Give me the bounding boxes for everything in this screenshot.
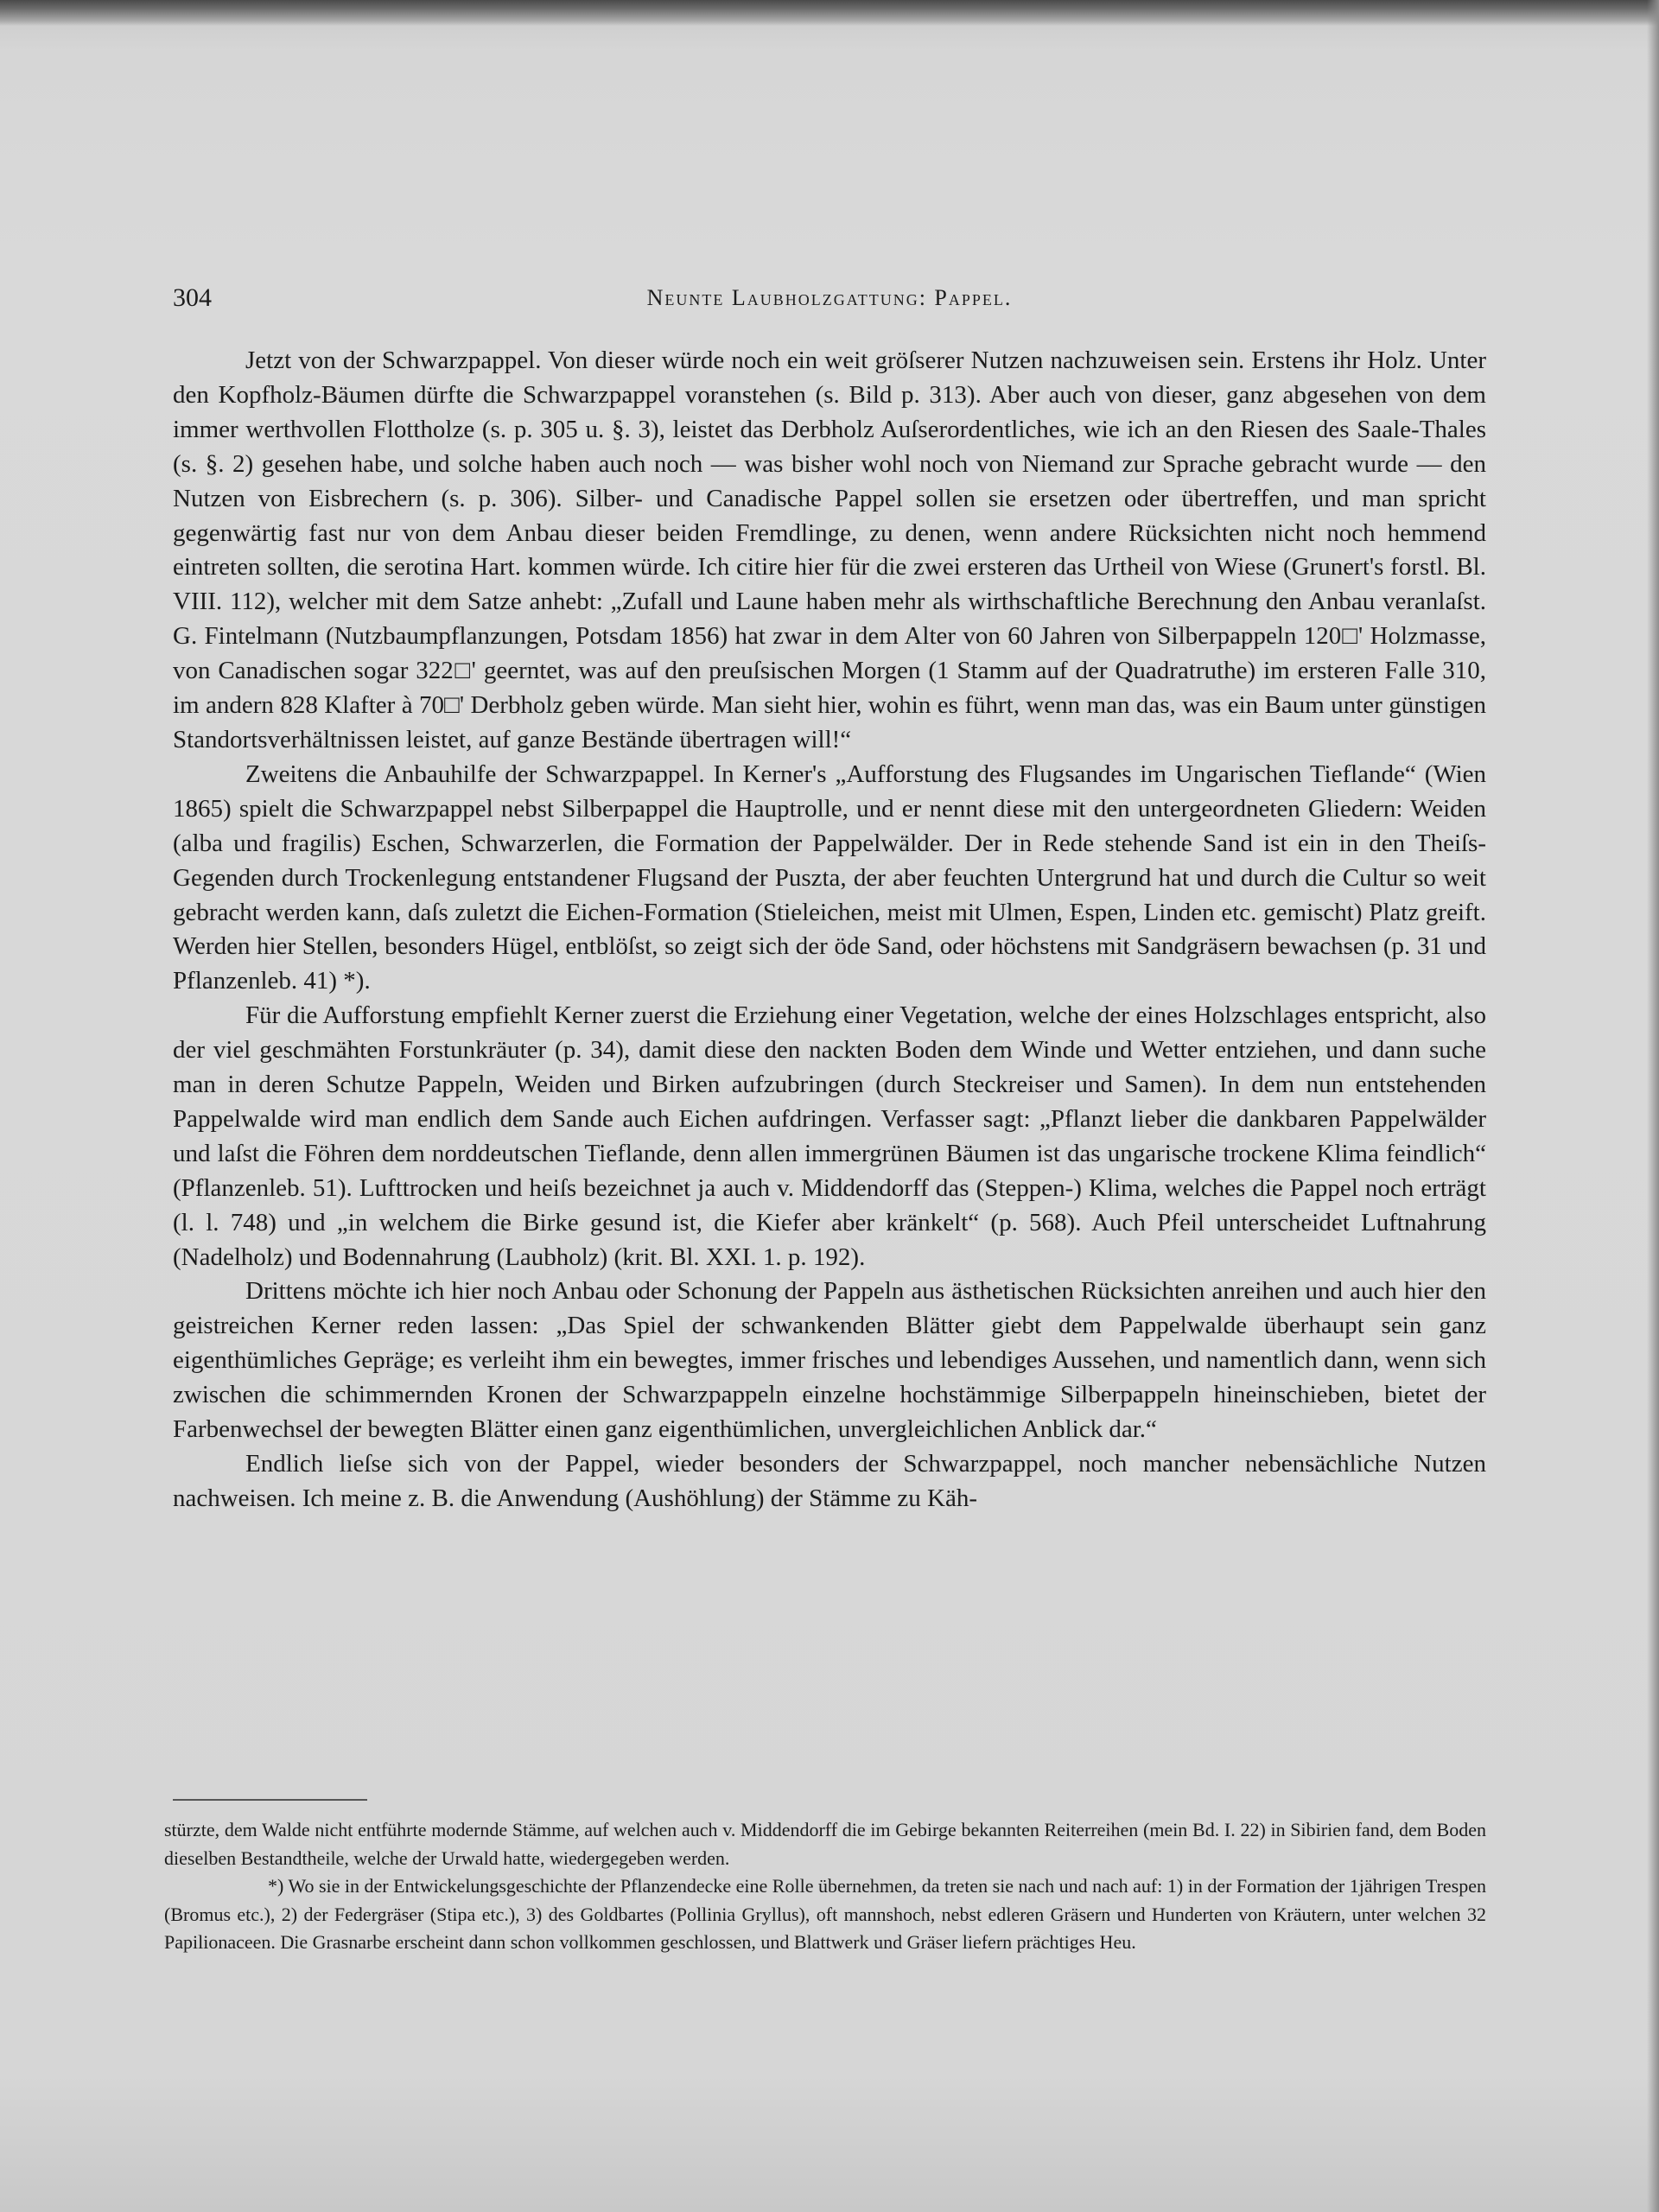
paragraph-anbauhilfe: Zweitens die Anbauhilfe der Schwarzpappel. In Kerner's „Aufforstung des Flugsandes im Ungarischen Tieflande“ (Wien 1865) spielt die Schwarzpappel nebst Silberpappel die Hauptrolle, und er nennt diese mit den untergeordneten Gliedern: Weiden (alba und fragilis) Eschen, Schwarzerlen, die Formation der Pappelwälder. Der in Rede stehende Sand ist ein in den Theiſs-Gegenden durch Trockenlegung entstandener Flugsand der Puszta, der aber feuchten Untergrund hat und durch die Cultur so weit gebracht werden kann, daſs zuletzt die Eichen-Formation (Stieleichen, meist mit Ulmen, Espen, Linden etc. gemischt) Platz greift. Werden hier Stellen, besonders Hügel, entblöſst, so zeigt sich der öde Sand, oder höchstens mit Sandgräsern bewachsen (p. 31 und Pflanzenleb. 41) *). <box>173 760 1486 995</box>
paragraph-aesthetik: Drittens möchte ich hier noch Anbau oder Schonung der Pappeln aus ästhetischen Rücksichten anreihen und auch hier den geistreichen Kerner reden lassen: „Das Spiel der schwankenden Blätter giebt dem Pappelwalde überhaupt sein ganz eigenthümliches Gepräge; es verleiht ihm ein bewegtes, immer frisches und lebendiges Aussehen, und namentlich dann, wenn sich zwischen die schimmernden Kronen der Schwarzpappeln einzelne hochstämmige Silberpappeln hineinschieben, bietet der Farbenwechsel der bewegten Blätter einen ganz eigenthümlichen, unvergleichlichen Anblick dar.“ <box>173 1277 1486 1444</box>
running-title: Neunte Laubholzgattung: Pappel. <box>646 285 1013 310</box>
paragraph-schwarzpappel-nutzen: Jetzt von der Schwarzpappel. Von dieser würde noch ein weit gröſserer Nutzen nachzuweisen sein. Erstens ihr Holz. Unter den Kopfholz-Bäumen dürfte die Schwarzpappel voranstehen (s. Bild p. 313). Aber auch von dieser, ganz abgesehen von dem immer werthvollen Flottholze (s. p. 305 u. §. 3), leistet das Derbholz Auſserordentliches, wie ich an den Riesen des Saale-Thales (s. §. 2) gesehen habe, und solche haben auch noch — was bisher wohl noch von Niemand zur Sprache gebracht wurde — den Nutzen von Eisbrechern (s. p. 306). Silber- und Canadische Pappel sollen sie ersetzen oder übertreffen, und man spricht gegenwärtig fast nur von dem Anbau dieser beiden Fremdlinge, zu denen, wenn andere Rücksichten nicht noch hemmend eintreten sollten, die serotina Hart. kommen würde. Ich citire hier für die zwei ersteren das Urtheil von Wiese (Grunert's forstl. Bl. VIII. 112), welcher mit dem Satze anhebt: „Zufall und Laune haben mehr als wirthschaftliche Berechnung den Anbau veranlaſst. G. Fintelmann (Nutzbaumpflanzungen, Potsdam 1856) hat zwar in dem Alter von 60 Jahren von Silberpappeln 120□' Holzmasse, von Canadischen sogar 322□' geerntet, was auf den preuſsischen Morgen (1 Stamm auf der Quadratruthe) im ersteren Falle 310, im andern 828 Klafter à 70□' Derbholz geben würde. Man sieht hier, wohin es führt, wenn man das, was ein Baum unter günstigen Standortsverhältnissen leistet, auf ganze Bestände übertragen will!“ <box>173 346 1486 753</box>
page-number: 304 <box>173 283 212 312</box>
footnote-rule <box>173 1799 367 1801</box>
page-header <box>173 283 1486 318</box>
paragraph-nebennutzen: Endlich lieſse sich von der Pappel, wieder besonders der Schwarzpappel, noch mancher nebensächliche Nutzen nachweisen. Ich meine z. B. die Anwendung (Aushöhlung) der Stämme zu Käh- <box>173 1450 1486 1512</box>
body-text <box>173 344 1486 1516</box>
paragraph-aufforstung: Für die Aufforstung empfiehlt Kerner zuerst die Erziehung einer Vegetation, welche der eines Holzschlages entspricht, also der viel geschmähten Forstunkräuter (p. 34), damit diese den nackten Boden dem Winde und Wetter entziehen, und dann suche man in deren Schutze Pappeln, Weiden und Birken aufzubringen (durch Steckreiser und Samen). In dem nun entstehenden Pappelwalde wird man endlich dem Sande auch Eichen aufdringen. Verfasser sagt: „Pflanzt lieber die dankbaren Pappelwälder und laſst die Föhren dem norddeutschen Tieflande, denn allen immergrünen Bäumen ist das ungarische trockene Klima feindlich“ (Pflanzenleb. 51). Lufttrocken und heiſs bezeichnet ja auch v. Middendorff das (Steppen-) Klima, welches die Pappel noch erträgt (l. l. 748) und „in welchem die Birke gesund ist, die Kiefer aber kränkelt“ (p. 568). Auch Pfeil unterscheidet Luftnahrung (Nadelholz) und Bodennahrung (Laubholz) (krit. Bl. XXI. 1. p. 192). <box>173 1001 1486 1271</box>
page-right-shadow <box>1647 0 1659 2212</box>
footnotes <box>164 1816 1486 1957</box>
footnote-continuation: stürzte, dem Walde nicht entführte modernde Stämme, auf welchen auch v. Middendorff die im Gebirge bekannten Reiterreihen (mein Bd. I. 22) in Sibirien fand, dem Boden dieselben Bestandtheile, welche der Urwald hatte, wiedergegeben werden. <box>164 1819 1486 1869</box>
page-top-shadow <box>0 0 1659 26</box>
footnote-star: *) Wo sie in der Entwickelungsgeschichte der Pflanzendecke eine Rolle übernehmen, da treten sie nach und nach auf: 1) in der Formation der 1jährigen Trespen (Bromus etc.), 2) der Federgräser (Stipa etc.), 3) des Goldbartes (Pollinia Gryllus), oft mannshoch, nebst edleren Gräsern und Hunderten von Kräutern, unter welchen 32 Papilionaceen. Die Grasnarbe erscheint dann schon vollkommen geschlossen, und Blattwerk und Gräser liefern prächtiges Heu. <box>164 1875 1486 1953</box>
